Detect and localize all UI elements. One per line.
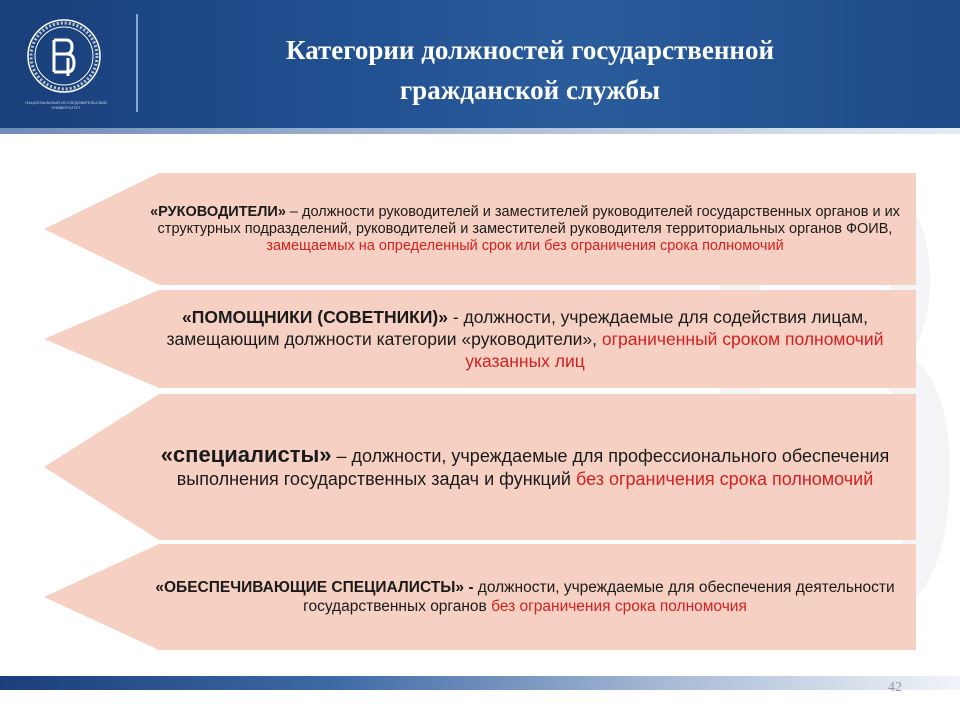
page-title	[150, 30, 910, 110]
category-term-limit: без ограничения срока полномочия	[491, 598, 747, 615]
category-term: «ПОМОЩНИКИ (СОВЕТНИКИ)»	[182, 307, 448, 327]
category-term-limit: замещаемых на определенный срок или без ограничения срока полномочий	[266, 237, 784, 254]
header-accent-band	[0, 128, 960, 134]
category-text: должности, учреждаемые для обеспечения деятельности государственных органов	[303, 579, 895, 615]
category-banner-specialists	[44, 394, 916, 540]
page-title-line-1: Категории должностей государственной	[285, 35, 775, 65]
category-description	[144, 443, 906, 491]
category-description	[144, 578, 906, 616]
header-bar	[0, 0, 960, 128]
category-term: «ОБЕСПЕЧИВАЮЩИЕ СПЕЦИАЛИСТЫ» -	[155, 579, 474, 596]
footer-bar	[0, 676, 960, 690]
page-number: 42	[888, 680, 902, 695]
category-term: «РУКОВОДИТЕЛИ»	[150, 203, 286, 220]
category-term-limit: ограниченный сроком полномочий указанных лиц	[465, 329, 884, 371]
page-title-line-2: гражданской службы	[399, 75, 661, 105]
category-term-limit: без ограничения срока полномочий	[575, 469, 874, 489]
header-divider	[136, 14, 138, 112]
category-text: - должности, учреждаемые для содействия лицам, замещающим должности категории «руководители»,	[166, 307, 868, 349]
category-description	[144, 204, 906, 255]
category-description	[144, 306, 906, 372]
category-text: – должности, учреждаемые для профессионального обеспечения выполнения государственных задач и функций	[176, 446, 890, 489]
category-term: «специалисты»	[160, 442, 332, 467]
category-banner-heads	[44, 173, 916, 285]
logo-caption: НАЦИОНАЛЬНЫЙ ИССЛЕДОВАТЕЛЬСКИЙ УНИВЕРСИТЕТ	[25, 100, 107, 110]
university-logo-icon	[26, 18, 102, 94]
category-banner-support-specialists	[44, 544, 916, 650]
category-banner-assistants	[44, 290, 916, 388]
category-text: – должности руководителей и заместителей руководителей государственных органов и их структурных подразделений, руководителей и заместителей руководителя территориальных органов ФОИВ,	[157, 203, 900, 237]
